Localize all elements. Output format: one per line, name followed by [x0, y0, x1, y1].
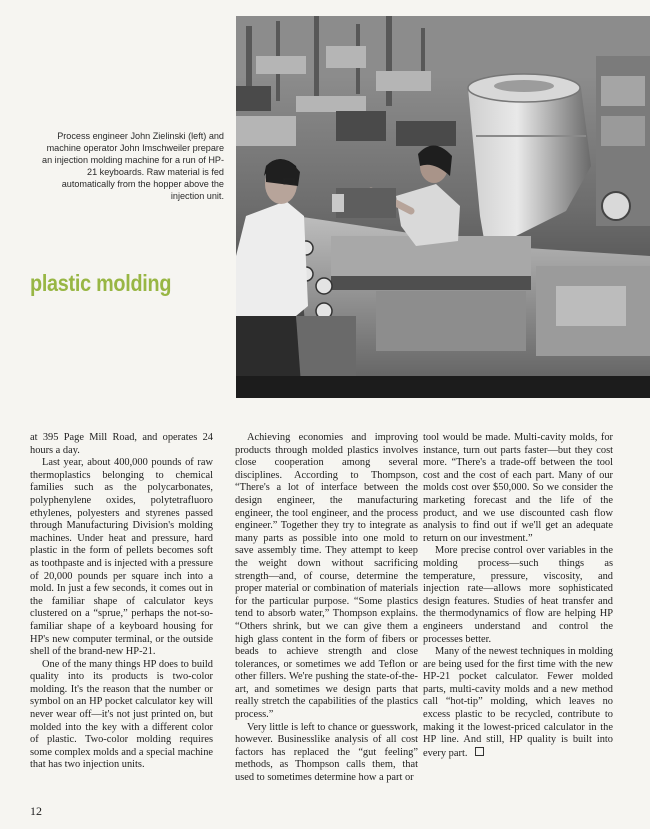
last-paragraph — [423, 646, 613, 760]
photo-caption: Process engineer John Zielinski (left) and machine operator John Imschweiler prepare an injection molding machine for a run of HP-21 keyboards. Raw material is fed automatically from the hopper above the injection unit. — [42, 131, 224, 201]
paragraph: Last year, about 400,000 pounds of raw thermoplastics belonging to chemical families such as the polycarbonates, polyphenylene oxides, polytetrafluoro ethylenes, polyesters and styrenes passed through Manufacturing Division's molding machines. Under heat and pressure, hard plastic in the form of pellets becomes soft as toothpaste and is injected with a pressure of 20,000 pounds per square inch into a mold. In just a few seconds, it comes out in the familiar shape of calculator keys clustered on a “sprue,” perhaps the not-so-familiar shape of a keyboard housing for HP's new computer terminal, or the outside shell of the brand-new HP-21. — [30, 457, 213, 658]
factory-photo — [236, 16, 650, 398]
section-title: plastic molding — [30, 270, 172, 296]
article-column-2 — [235, 432, 418, 785]
end-of-article-icon — [475, 747, 484, 756]
paragraph: One of the many things HP does to build quality into its products is two-color molding. It's the reason that the number or symbol on an HP pocket calculator key will never wear off—it's not just printed on, but molded into the key with a different color of plastic. Two-color molding requires some complex molds and a special machine that has two injection units. — [30, 658, 213, 771]
paragraph: at 395 Page Mill Road, and operates 24 hours a day. — [30, 432, 213, 456]
paragraph-text: Many of the newest techniques in molding are being used for the first time with the new HP-21 pocket calculator. Fewer molded parts, multi-cavity molds and a new method call “hot-tip” molding, which leaves no excess plastic to be recycled, contribute to making it the lowest-priced calculator in the HP line. And still, HP quality is built into every part. — [423, 646, 613, 759]
article-column-1 — [30, 432, 213, 772]
page-number: 12 — [30, 804, 42, 818]
article-column-3 — [423, 432, 613, 760]
paragraph: Very little is left to chance or guesswork, however. Businesslike analysis of all cost factors has replaced the “gut feeling” methods, as Thompson calls them, that used to sometimes determine how a part or — [235, 721, 418, 784]
paragraph: Achieving economies and improving products through molded plastics involves close cooperation among several disciplines. According to Thompson, “There's a lot of interface between the design engineer, the manufacturing engineer, the tool engineer, and the process engineer.” Together they try to integrate as many parts as possible into one mold to save assembly time. They attempt to keep the weight down without sacrificing strength—and, of course, determine the proper material or combination of materials for the particular purpose. “Some plastics tend to absorb water,” Thompson explains. “Others shrink, but we can give them a high glass content in the form of fibers or beads to achieve strength and close tolerances, or sometimes we add Teflon or other fillers. We're pushing the state-of-the-art, and sometimes we design parts that really stretch the capabilities of the plastics process.” — [235, 432, 418, 721]
paragraph: More precise control over variables in the molding process—such things as temperature, pressure, viscosity, and injection rate—allows more sophisticated design features. Studies of heat transfer and the thermodynamics of flow are helping HP engineers understand and control the processes better. — [423, 545, 613, 645]
paragraph: tool would be made. Multi-cavity molds, for instance, turn out parts faster—but they cost more. “There's a trade-off between the tool cost and the cost of each part. Many of our molds cost over $50,000. So we consider the marketing forecast and the life of the product, and we use discounted cash flow analysis to find out if we'll get an adequate return on our investment.” — [423, 432, 613, 544]
